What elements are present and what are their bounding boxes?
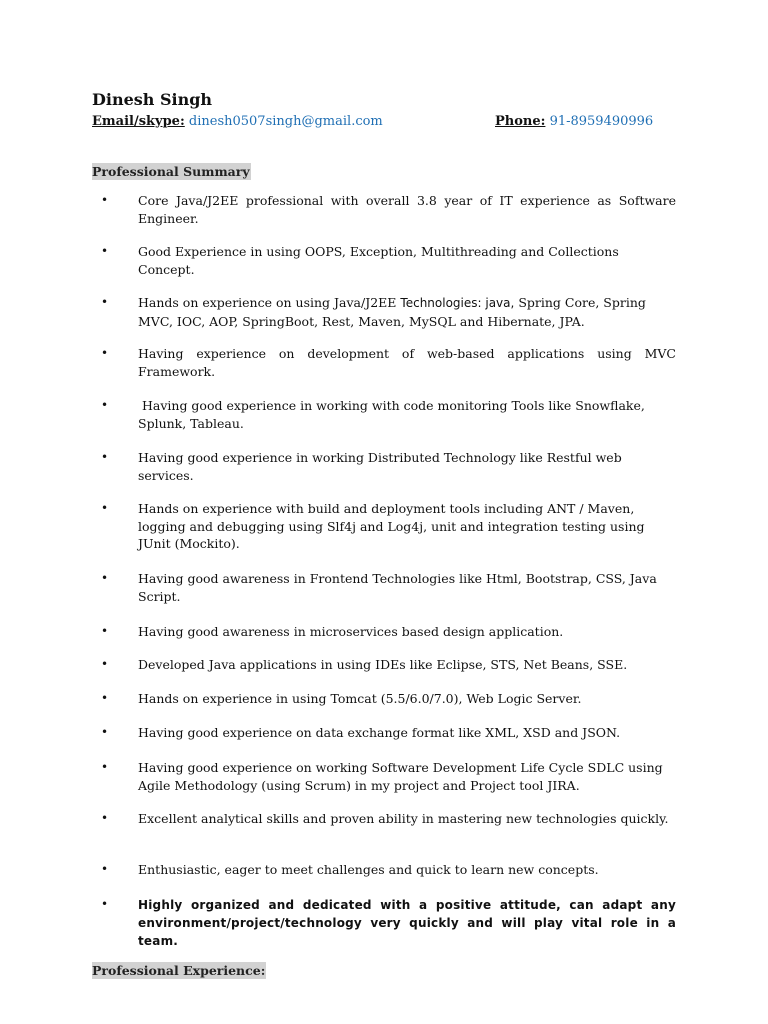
summary-item-text-sans: Technologies: java, xyxy=(400,296,515,310)
bullet: • xyxy=(101,862,109,876)
summary-item-text: Having experience on development of web-based applications using MVC Framework. xyxy=(138,346,676,379)
bullet: • xyxy=(101,760,109,774)
contact-row xyxy=(92,114,712,132)
bullet: • xyxy=(101,244,109,258)
email-value[interactable]: dinesh0507singh@gmail.com xyxy=(188,114,383,129)
bullet: • xyxy=(101,691,109,705)
summary-item-text: Enthusiastic, eager to meet challenges and quick to learn new concepts. xyxy=(138,862,599,877)
professional-experience-heading: Professional Experience: xyxy=(92,963,266,978)
bullet: • xyxy=(101,811,109,825)
summary-item-text: Excellent analytical skills and proven ability in mastering new technologies quickly. xyxy=(138,811,669,826)
email-block xyxy=(92,114,383,129)
bullet: • xyxy=(101,295,109,309)
summary-item-text: Having good awareness in Frontend Technologies like Html, Bootstrap, CSS, Java Script. xyxy=(138,571,657,604)
email-label: Email/skype: xyxy=(92,114,185,129)
bullet: • xyxy=(101,501,109,515)
bullet: • xyxy=(101,725,109,739)
phone-value[interactable]: 91-8959490996 xyxy=(549,114,654,129)
bullet: • xyxy=(101,450,109,464)
bullet: • xyxy=(101,398,109,412)
bullet: • xyxy=(101,624,109,638)
summary-item-text: Having good experience in working with code monitoring Tools like Snowflake, Splunk, Tableau. xyxy=(138,398,649,431)
summary-item-text: Highly organized and dedicated with a positive attitude, can adapt any environment/project/technology very quickly and will play vital role in a team. xyxy=(138,898,676,948)
summary-item-text: Developed Java applications in using IDEs like Eclipse, STS, Net Beans, SSE. xyxy=(138,657,628,672)
summary-item-text xyxy=(138,294,676,330)
phone-block xyxy=(495,114,653,129)
summary-item-text: Good Experience in using OOPS, Exception, Multithreading and Collections Concept. xyxy=(138,244,619,277)
summary-item-text: Having good experience in working Distributed Technology like Restful web services. xyxy=(138,450,622,483)
summary-item-text: Core Java/J2EE professional with overall 3.8 year of IT experience as Software Engineer. xyxy=(138,193,676,226)
summary-item-text: Having good experience on data exchange format like XML, XSD and JSON. xyxy=(138,725,621,740)
summary-item-text-part: Hands on experience on using Java/J2EE xyxy=(138,295,397,310)
professional-summary-heading: Professional Summary xyxy=(92,164,250,179)
candidate-name: Dinesh Singh xyxy=(92,90,213,109)
bullet: • xyxy=(101,657,109,671)
bullet: • xyxy=(101,346,109,360)
bullet: • xyxy=(101,571,109,585)
phone-label: Phone: xyxy=(495,114,546,129)
bullet: • xyxy=(101,193,109,207)
summary-item-text-rest: Spring Core, Spring MVC, IOC, AOP, SpringBoot, Rest, Maven, MySQL and Hibernate, JPA. xyxy=(138,295,646,329)
summary-item-text: Hands on experience with build and deployment tools including ANT / Maven, logging and debugging using Slf4j and Log4j, unit and integration testing using JUnit (Mockito). xyxy=(138,501,645,551)
summary-item-text: Having good experience on working Software Development Life Cycle SDLC using Agile Methodology (using Scrum) in my project and Project tool JIRA. xyxy=(138,760,663,793)
bullet: • xyxy=(101,897,109,911)
summary-item-text: Having good awareness in microservices based design application. xyxy=(138,624,564,639)
summary-item-text: Hands on experience in using Tomcat (5.5/6.0/7.0), Web Logic Server. xyxy=(138,691,582,706)
